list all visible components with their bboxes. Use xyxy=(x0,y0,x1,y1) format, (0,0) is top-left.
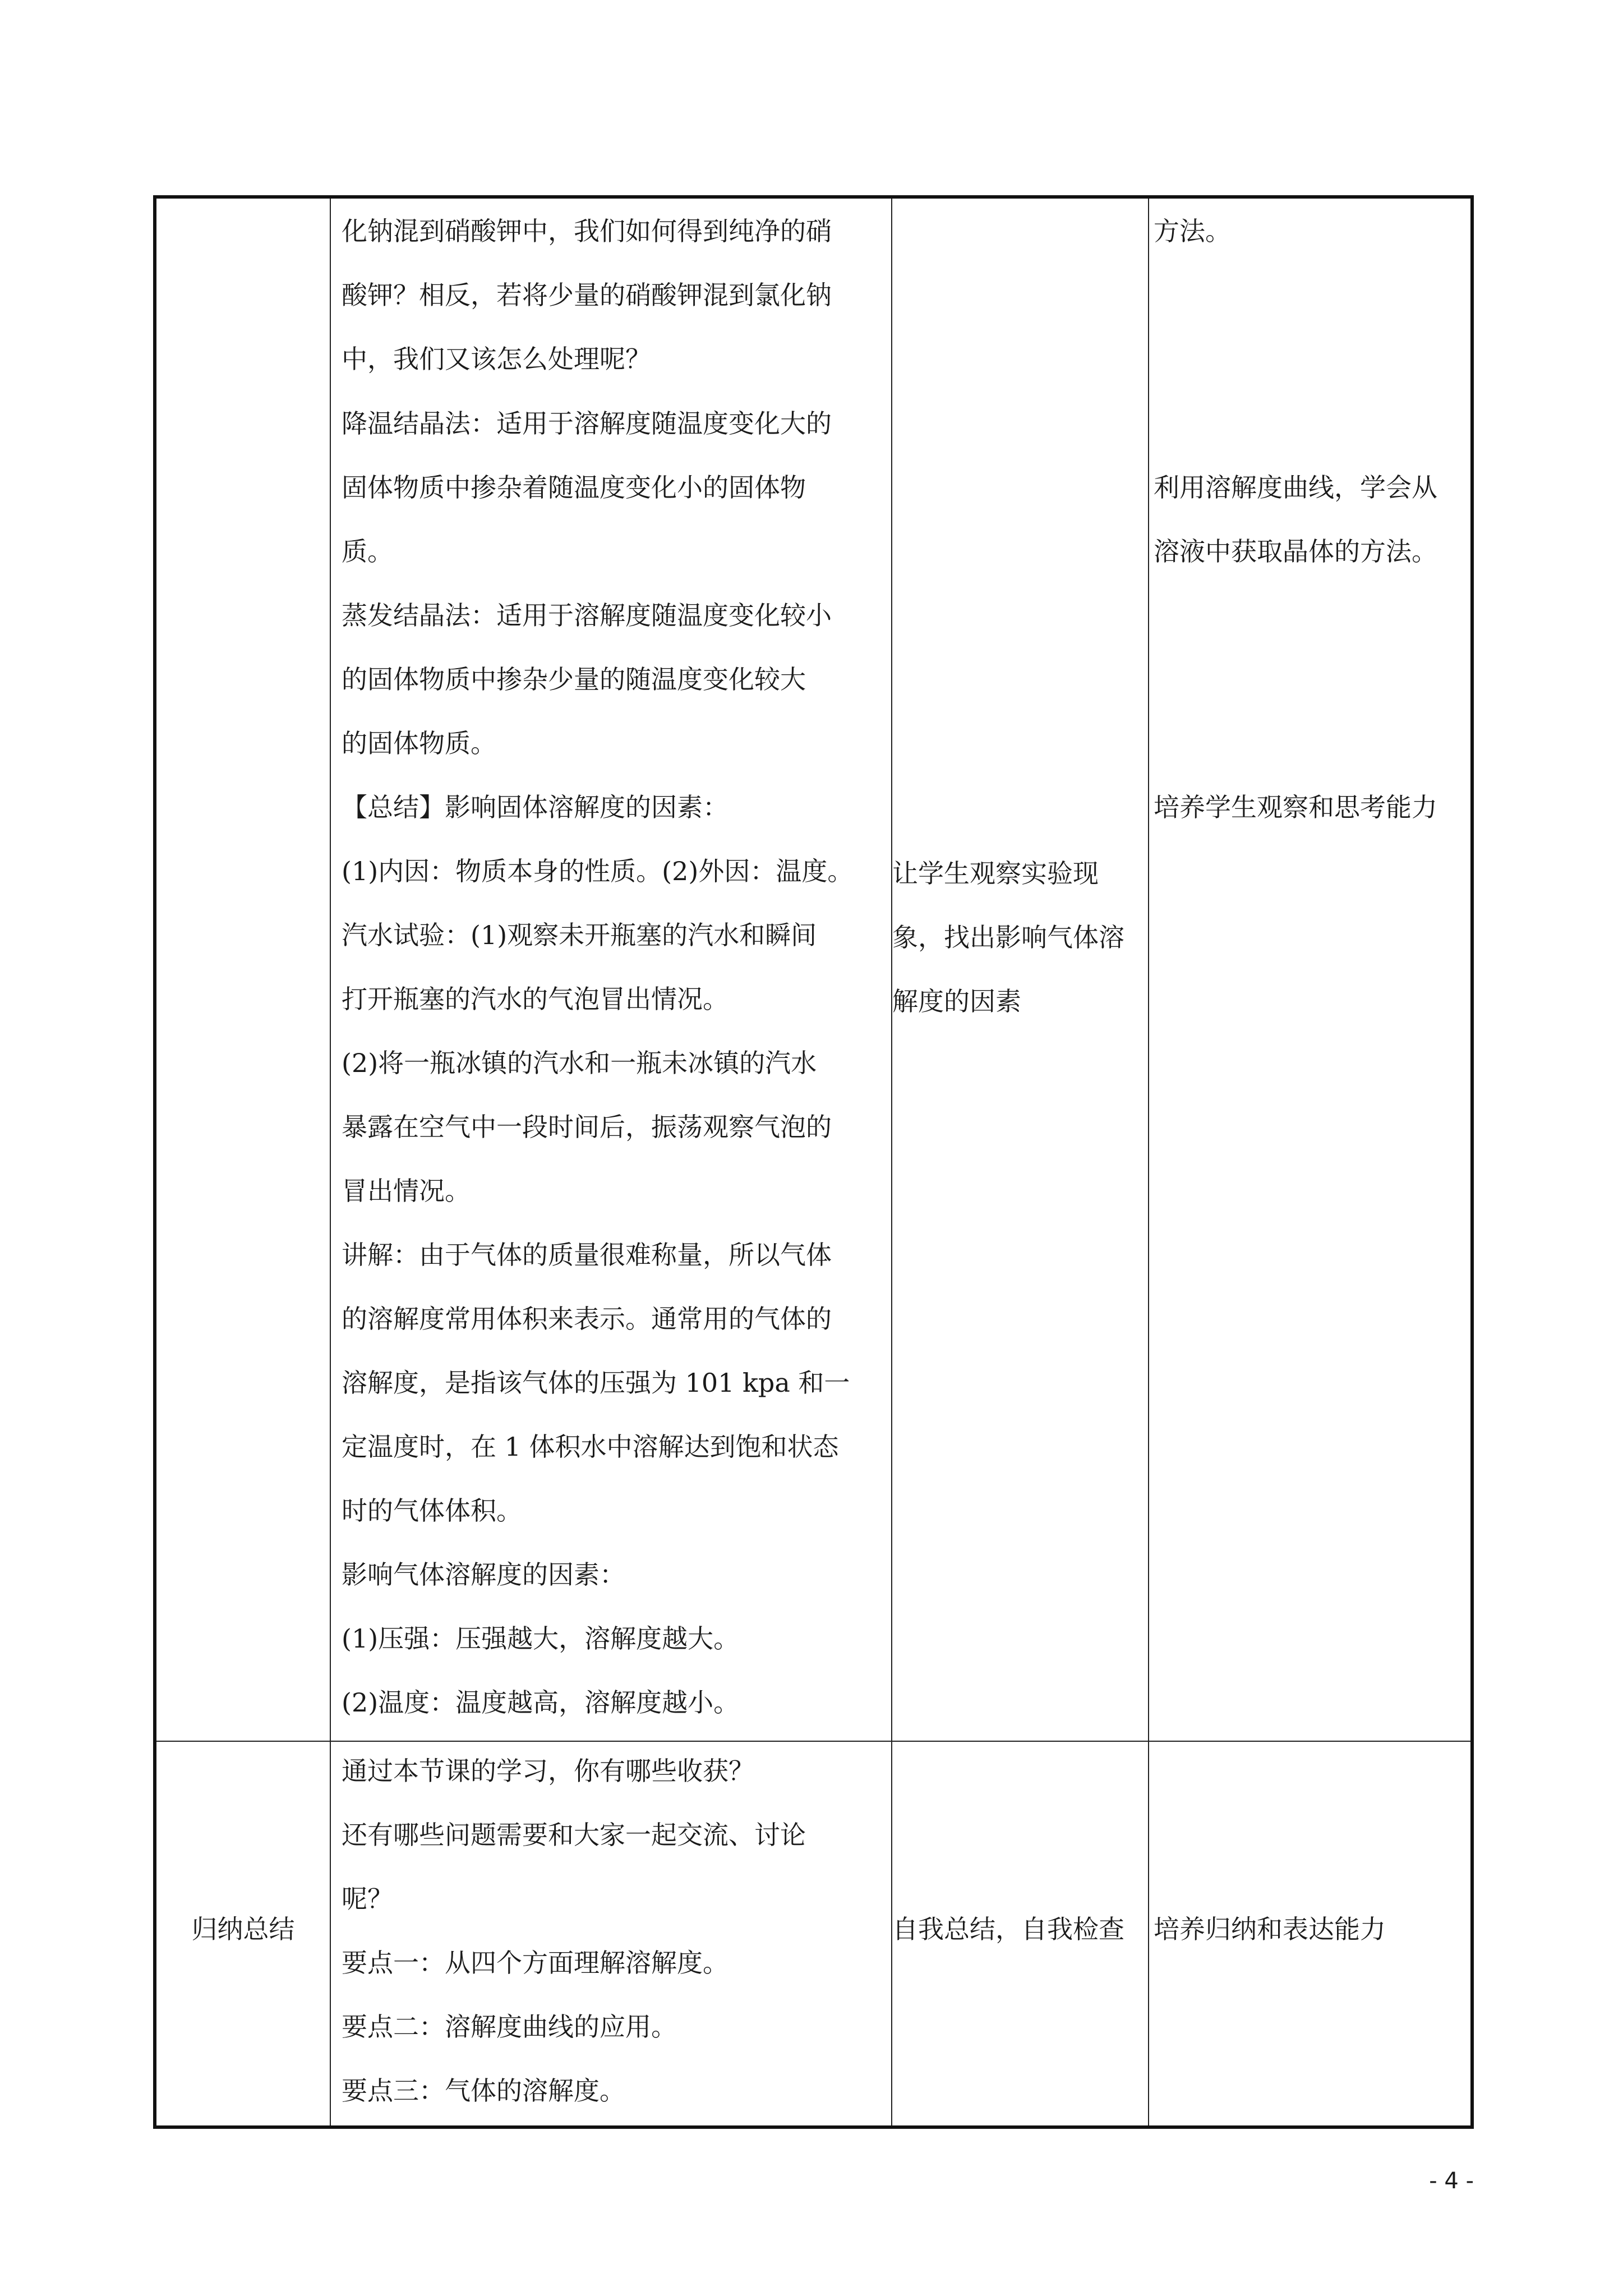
summary-intent-text: 培养归纳和表达能力 xyxy=(1154,1914,1386,1944)
activity-line: 冒出情况。 xyxy=(342,1176,471,1206)
activity-line: 影响气体溶解度的因素： xyxy=(342,1559,625,1590)
student-line: 让学生观察实验现 xyxy=(892,858,1099,889)
activity-line: 汽水试验：(1)观察未开瓶塞的汽水和瞬间 xyxy=(342,920,817,950)
activity-line: 打开瓶塞的汽水的气泡冒出情况。 xyxy=(342,984,728,1014)
activity-line: 的固体物质中掺杂少量的随温度变化较大 xyxy=(342,664,806,694)
intent-line: 方法。 xyxy=(1154,216,1231,246)
row-divider xyxy=(156,1741,1470,1742)
activity-line: 中，我们又该怎么处理呢？ xyxy=(342,344,651,374)
intent-line: 溶液中获取晶体的方法。 xyxy=(1154,536,1437,567)
stage-label: 归纳总结 xyxy=(191,1914,295,1944)
student-line: 象，找出影响气体溶 xyxy=(892,922,1124,953)
summary-student-text: 自我总结，自我检查 xyxy=(892,1914,1124,1944)
activity-line: 【总结】影响固体溶解度的因素： xyxy=(342,792,728,822)
summary-line: 呢？ xyxy=(342,1884,393,1914)
activity-line: 酸钾？相反，若将少量的硝酸钾混到氯化钠 xyxy=(342,280,832,310)
activity-line: (1)压强：压强越大，溶解度越大。 xyxy=(342,1623,740,1654)
summary-line: 要点三：气体的溶解度。 xyxy=(342,2076,625,2106)
activity-line: 降温结晶法：适用于溶解度随温度变化大的 xyxy=(342,408,832,439)
activity-line: (2)将一瓶冰镇的汽水和一瓶未冰镇的汽水 xyxy=(342,1048,817,1078)
student-line: 解度的因素 xyxy=(892,986,1021,1016)
activity-line: 暴露在空气中一段时间后，振荡观察气泡的 xyxy=(342,1112,832,1142)
intent-line: 培养学生观察和思考能力 xyxy=(1154,792,1437,822)
summary-line: 还有哪些问题需要和大家一起交流、讨论 xyxy=(342,1820,806,1850)
activity-line: 的溶解度常用体积来表示。通常用的气体的 xyxy=(342,1304,832,1334)
summary-line: 要点一：从四个方面理解溶解度。 xyxy=(342,1948,728,1978)
column-divider xyxy=(1148,199,1149,2125)
column-divider xyxy=(891,199,892,2125)
activity-line: 时的气体体积。 xyxy=(342,1496,522,1526)
activity-line: 讲解：由于气体的质量很难称量，所以气体 xyxy=(342,1240,832,1270)
column-divider xyxy=(330,199,331,2125)
intent-line: 利用溶解度曲线，学会从 xyxy=(1154,472,1437,503)
activity-line: 定温度时，在 1 体积水中溶解达到饱和状态 xyxy=(342,1432,839,1462)
page-number: - 4 - xyxy=(1429,2168,1474,2194)
lesson-plan-table xyxy=(153,195,1474,2129)
summary-line: 要点二：溶解度曲线的应用。 xyxy=(342,2012,677,2042)
activity-line: 化钠混到硝酸钾中，我们如何得到纯净的硝 xyxy=(342,216,832,246)
activity-line: 蒸发结晶法：适用于溶解度随温度变化较小 xyxy=(342,600,832,631)
activity-line: 的固体物质。 xyxy=(342,728,496,758)
activity-line: 溶解度，是指该气体的压强为 101 kpa 和一 xyxy=(342,1368,850,1398)
activity-line: (1)内因：物质本身的性质。(2)外因：温度。 xyxy=(342,856,854,886)
summary-line: 通过本节课的学习，你有哪些收获？ xyxy=(342,1756,754,1786)
activity-line: 质。 xyxy=(342,536,393,567)
activity-line: (2)温度：温度越高，溶解度越小。 xyxy=(342,1687,740,1718)
activity-line: 固体物质中掺杂着随温度变化小的固体物 xyxy=(342,472,806,503)
